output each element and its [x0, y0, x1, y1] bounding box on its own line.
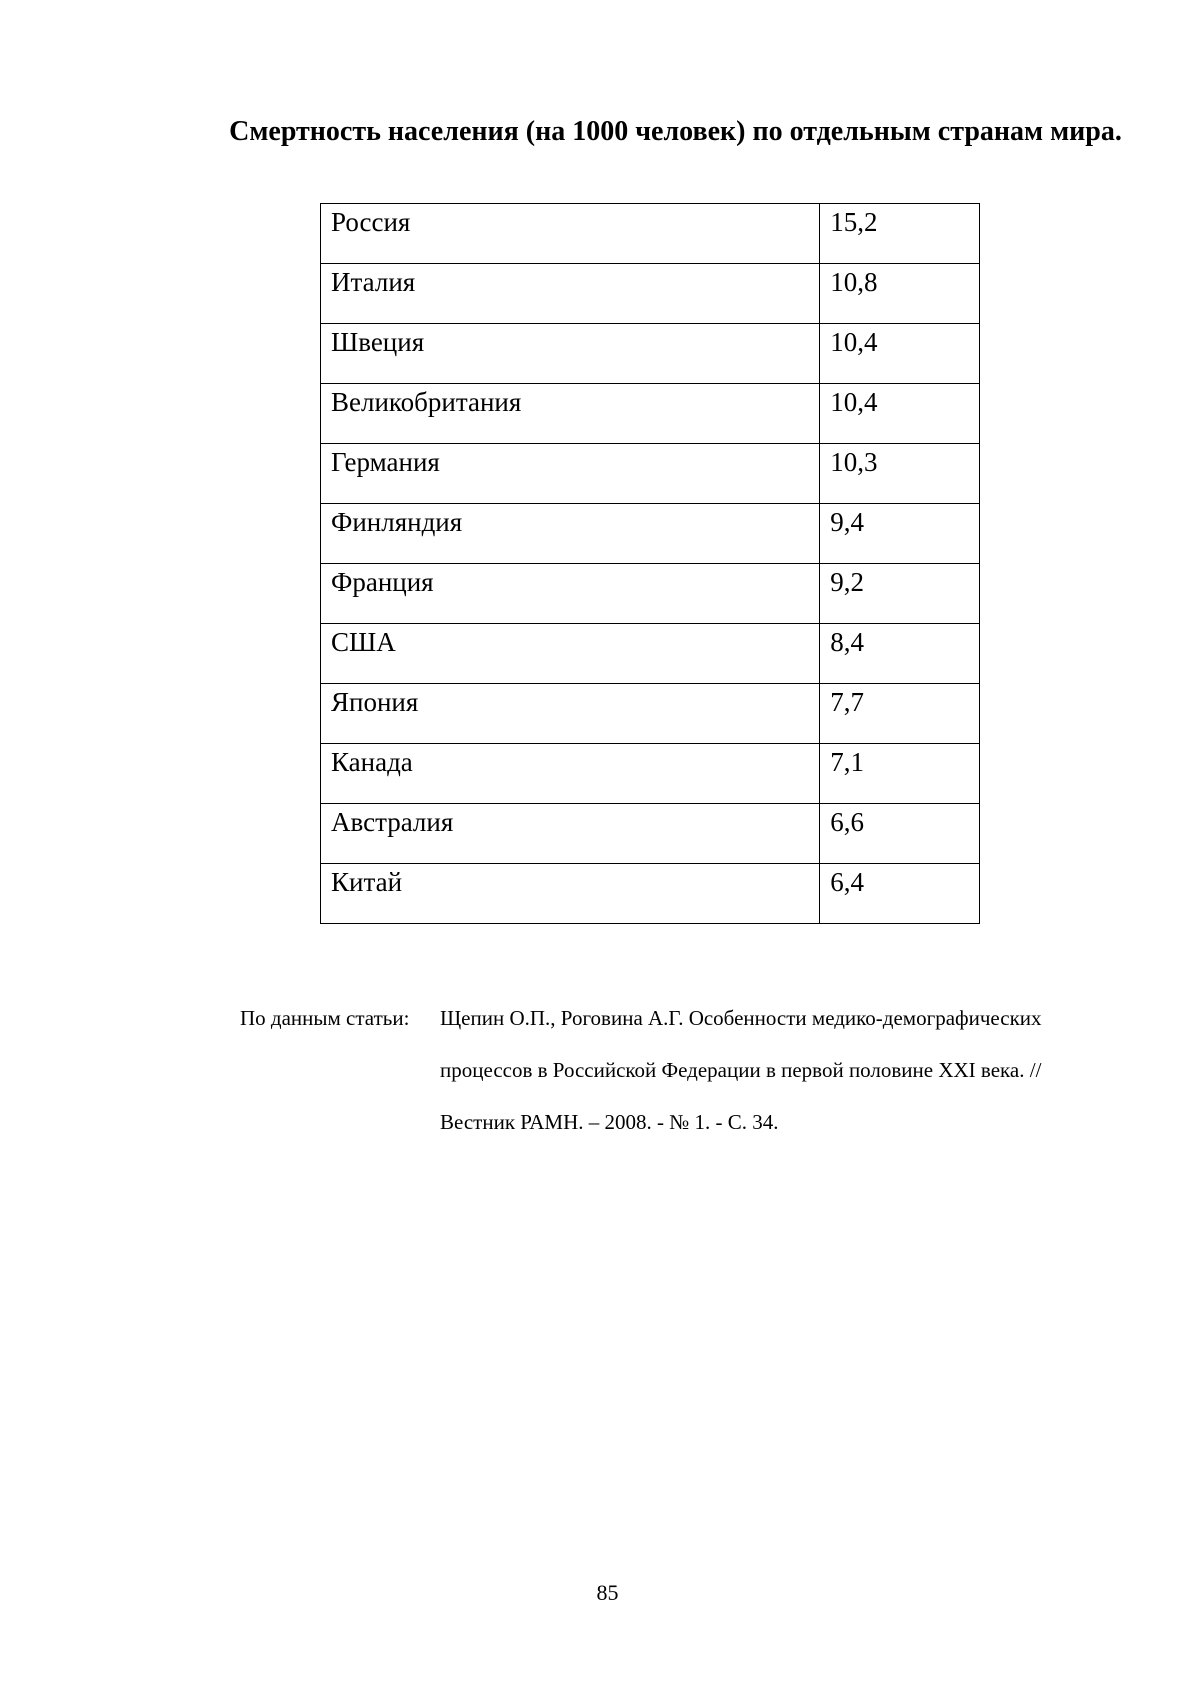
mortality-value-cell: 10,3: [820, 444, 980, 504]
mortality-value-cell: 8,4: [820, 624, 980, 684]
mortality-value-cell: 7,7: [820, 684, 980, 744]
country-cell: Австралия: [321, 804, 820, 864]
source-line-2: процессов в Российской Федерации в первой половине XXI века. //: [440, 1058, 1042, 1082]
page-number: 85: [596, 1580, 619, 1605]
mortality-value-cell: 9,4: [820, 504, 980, 564]
table-body: [321, 204, 980, 924]
mortality-value-cell: 15,2: [820, 204, 980, 264]
country-cell: Швеция: [321, 324, 820, 384]
source-line-3: Вестник РАМН. – 2008. - № 1. - С. 34.: [440, 1110, 779, 1134]
mortality-value-cell: 10,4: [820, 384, 980, 444]
mortality-value-cell: 6,4: [820, 864, 980, 924]
table-row: [321, 504, 980, 564]
table-row: [321, 684, 980, 744]
source-line-1: Щепин О.П., Роговина А.Г. Особенности медико-демографических: [440, 1006, 1042, 1030]
mortality-table: [320, 203, 980, 924]
table-row: [321, 384, 980, 444]
country-cell: Германия: [321, 444, 820, 504]
table-row: [321, 564, 980, 624]
mortality-value-cell: 6,6: [820, 804, 980, 864]
country-cell: Китай: [321, 864, 820, 924]
table-row: [321, 324, 980, 384]
country-cell: Франция: [321, 564, 820, 624]
country-cell: Россия: [321, 204, 820, 264]
country-cell: Финляндия: [321, 504, 820, 564]
country-cell: Италия: [321, 264, 820, 324]
mortality-value-cell: 7,1: [820, 744, 980, 804]
source-citation: [440, 992, 1140, 1148]
mortality-value-cell: 10,4: [820, 324, 980, 384]
table-row: [321, 744, 980, 804]
country-cell: США: [321, 624, 820, 684]
country-cell: Великобритания: [321, 384, 820, 444]
page-title: Смертность населения (на 1000 человек) по отдельным странам мира.: [229, 116, 1122, 147]
mortality-value-cell: 10,8: [820, 264, 980, 324]
table-row: [321, 264, 980, 324]
table-row: [321, 444, 980, 504]
table-row: [321, 624, 980, 684]
table-row: [321, 204, 980, 264]
country-cell: Япония: [321, 684, 820, 744]
source-label: По данным статьи:: [240, 1006, 410, 1030]
mortality-value-cell: 9,2: [820, 564, 980, 624]
table-row: [321, 804, 980, 864]
country-cell: Канада: [321, 744, 820, 804]
table-row: [321, 864, 980, 924]
